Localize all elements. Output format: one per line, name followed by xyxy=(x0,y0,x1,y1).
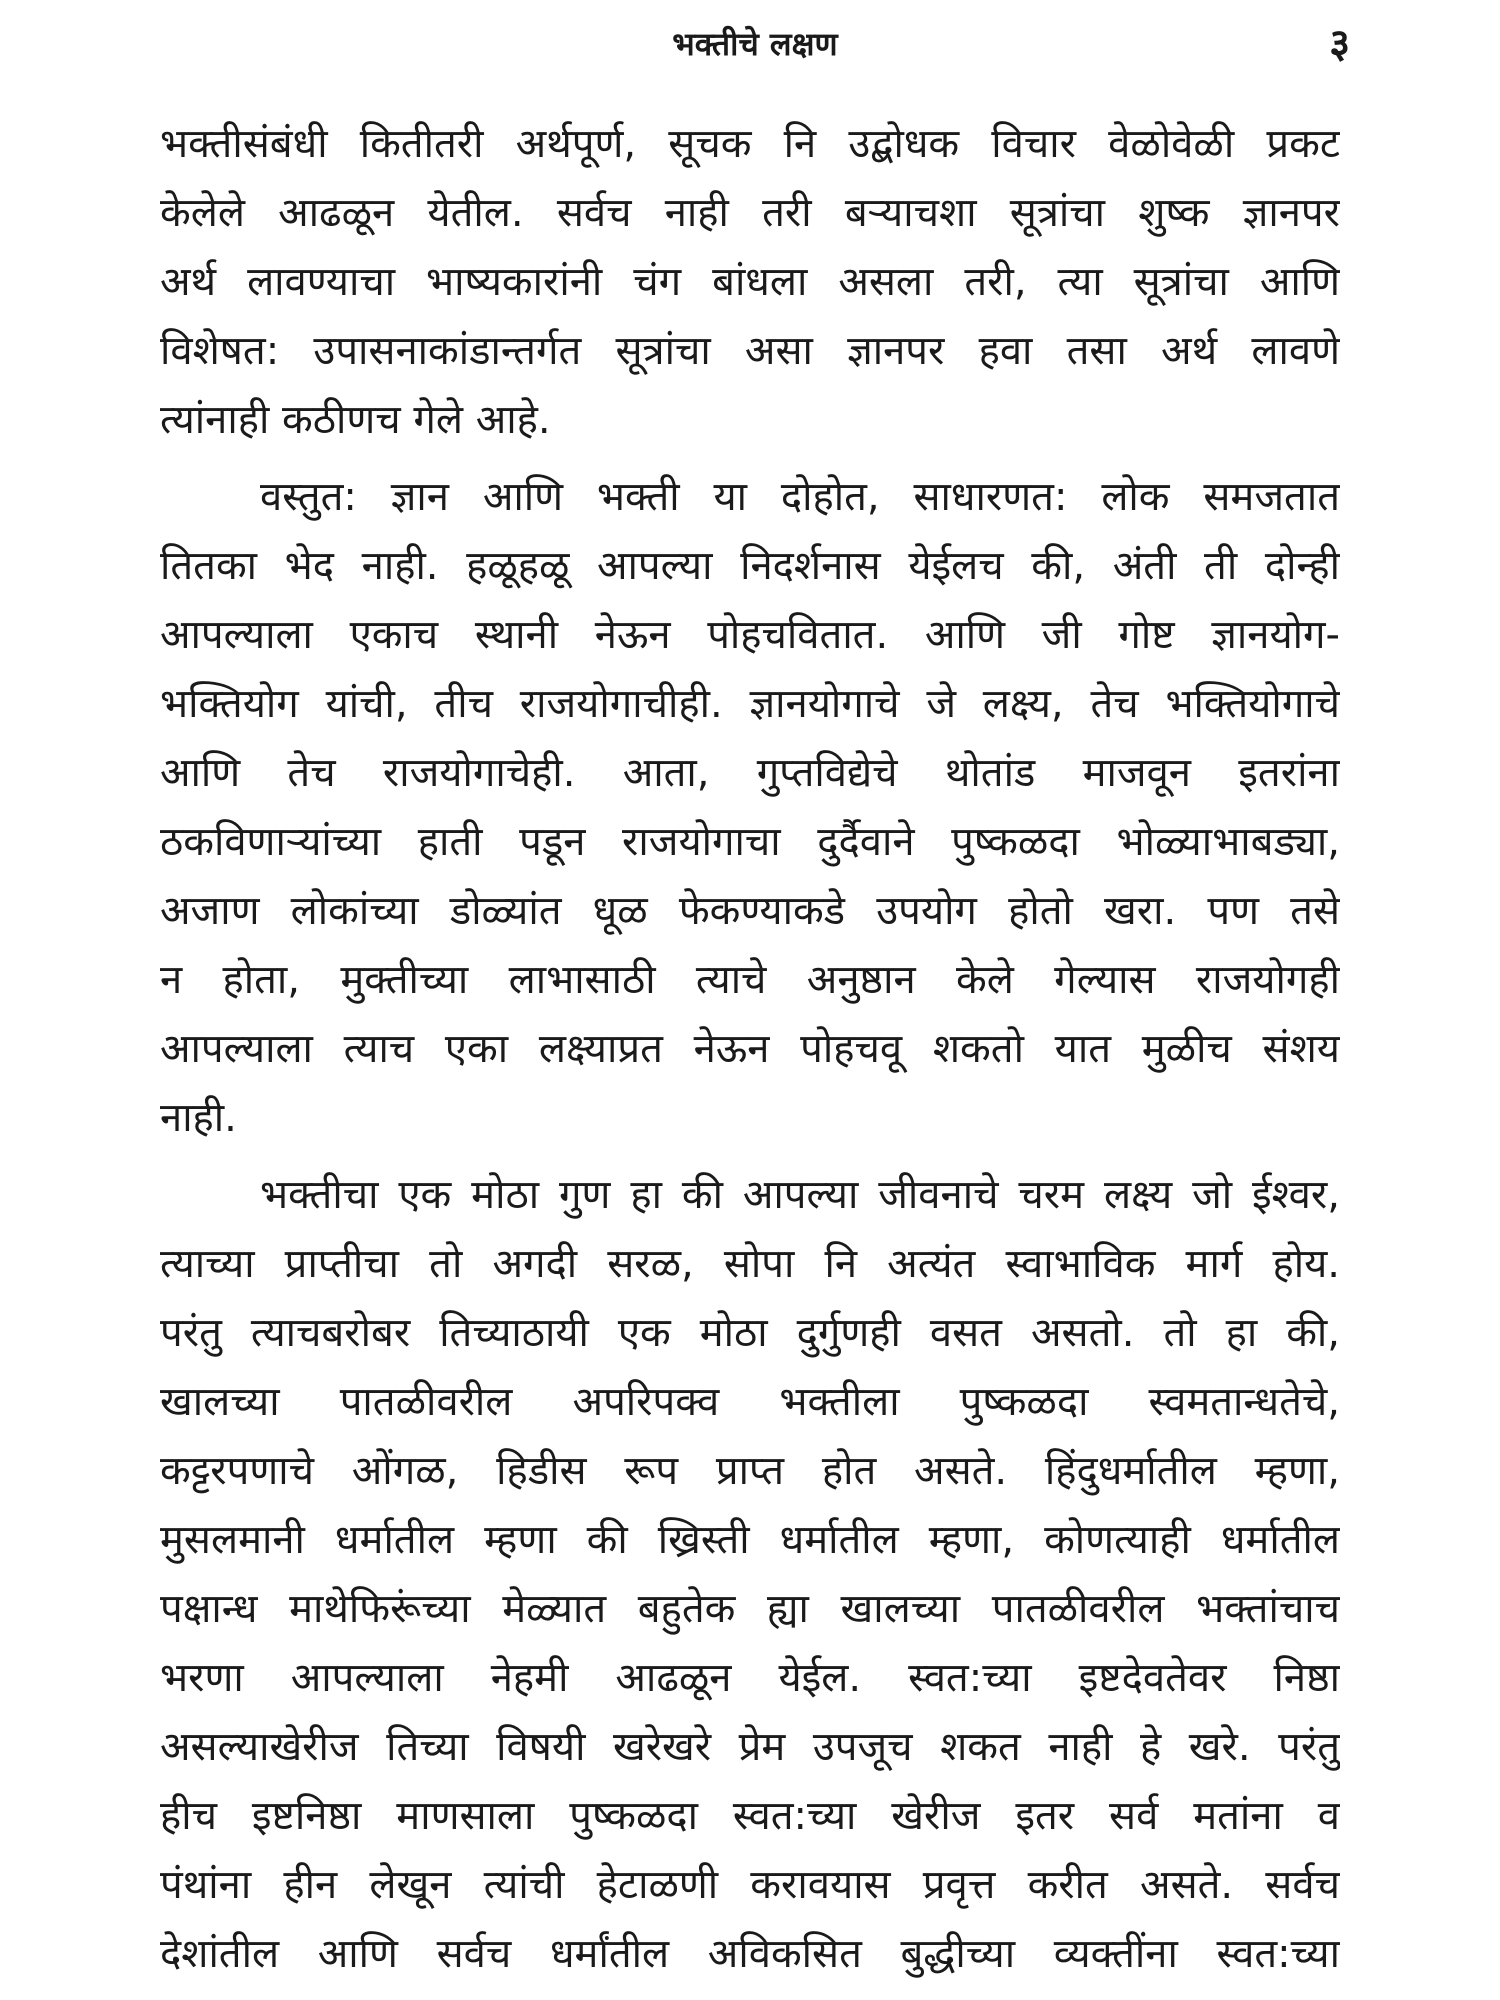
text-line: भक्तियोग यांची, तीच राजयोगाचीही. ज्ञानयोगाचे जे लक्ष्य, तेच भक्तियोगाचे xyxy=(160,681,1340,727)
body-text xyxy=(160,110,1340,1989)
text-line: हीच इष्टनिष्ठा माणसाला पुष्कळदा स्वत:च्या खेरीज इतर सर्व मतांना व xyxy=(160,1793,1340,1839)
paragraph-2 xyxy=(160,463,1340,1153)
text-line: न होता, मुक्तीच्या लाभासाठी त्याचे अनुष्ठान केले गेल्यास राजयोगही xyxy=(160,957,1340,1003)
paragraph-3 xyxy=(160,1161,1340,1989)
text-line: नाही. xyxy=(160,1095,237,1141)
text-line: आपल्याला त्याच एका लक्ष्याप्रत नेऊन पोहचवू शकतो यात मुळीच संशय xyxy=(160,1026,1340,1072)
paragraph-1 xyxy=(160,110,1340,455)
chapter-title: भक्तीचे लक्षण xyxy=(672,25,838,63)
running-header xyxy=(160,14,1350,74)
text-line: त्याच्या प्राप्तीचा तो अगदी सरळ, सोपा नि अत्यंत स्वाभाविक मार्ग होय. xyxy=(160,1241,1340,1287)
text-line: भक्तीसंबंधी कितीतरी अर्थपूर्ण, सूचक नि उद्बोधक विचार वेळोवेळी प्रकट xyxy=(160,121,1340,167)
paragraph-gap xyxy=(160,455,1340,463)
text-line: देशांतील आणि सर्वच धर्मांतील अविकसित बुद्धीच्या व्यक्तींना स्वत:च्या xyxy=(160,1931,1340,1977)
text-line: कट्टरपणाचे ओंगळ, हिडीस रूप प्राप्त होत असते. हिंदुधर्मातील म्हणा, xyxy=(160,1448,1340,1494)
paragraph-gap xyxy=(160,1153,1340,1161)
text-line: आपल्याला एकाच स्थानी नेऊन पोहचवितात. आणि जी गोष्ट ज्ञानयोग- xyxy=(160,612,1340,658)
text-line: पंथांना हीन लेखून त्यांची हेटाळणी करावयास प्रवृत्त करीत असते. सर्वच xyxy=(160,1862,1340,1908)
text-line: आणि तेच राजयोगाचेही. आता, गुप्तविद्येचे थोतांड माजवून इतरांना xyxy=(160,750,1340,796)
text-line: अर्थ लावण्याचा भाष्यकारांनी चंग बांधला असला तरी, त्या सूत्रांचा आणि xyxy=(160,259,1340,305)
page-number: ३ xyxy=(1329,21,1350,67)
text-line: ठकविणाऱ्यांच्या हाती पडून राजयोगाचा दुर्दैवाने पुष्कळदा भोळ्याभाबड्या, xyxy=(160,819,1340,865)
text-line: वस्तुत: ज्ञान आणि भक्ती या दोहोत, साधारणत: लोक समजतात xyxy=(260,474,1340,520)
text-line: परंतु त्याचबरोबर तिच्याठायी एक मोठा दुर्गुणही वसत असतो. तो हा की, xyxy=(160,1310,1340,1356)
text-line: भरणा आपल्याला नेहमी आढळून येईल. स्वत:च्या इष्टदेवतेवर निष्ठा xyxy=(160,1655,1340,1701)
text-line: विशेषत: उपासनाकांडान्तर्गत सूत्रांचा असा ज्ञानपर हवा तसा अर्थ लावणे xyxy=(160,328,1340,374)
text-line: अजाण लोकांच्या डोळ्यांत धूळ फेकण्याकडे उपयोग होतो खरा. पण तसे xyxy=(160,888,1340,934)
text-line: त्यांनाही कठीणच गेले आहे. xyxy=(160,397,551,443)
text-line: केलेले आढळून येतील. सर्वच नाही तरी बऱ्याचशा सूत्रांचा शुष्क ज्ञानपर xyxy=(160,190,1340,236)
text-line: खालच्या पातळीवरील अपरिपक्व भक्तीला पुष्कळदा स्वमतान्धतेचे, xyxy=(160,1379,1340,1425)
text-line: पक्षान्ध माथेफिरूंच्या मेळ्यात बहुतेक ह्या खालच्या पातळीवरील भक्तांचाच xyxy=(160,1586,1340,1632)
text-line: असल्याखेरीज तिच्या विषयी खरेखरे प्रेम उपजूच शकत नाही हे खरे. परंतु xyxy=(160,1724,1340,1770)
text-line: तितका भेद नाही. हळूहळू आपल्या निदर्शनास येईलच की, अंती ती दोन्ही xyxy=(160,543,1340,589)
text-line: भक्तीचा एक मोठा गुण हा की आपल्या जीवनाचे चरम लक्ष्य जो ईश्वर, xyxy=(260,1172,1340,1218)
text-line: मुसलमानी धर्मातील म्हणा की ख्रिस्ती धर्मातील म्हणा, कोणत्याही धर्मातील xyxy=(160,1517,1340,1563)
